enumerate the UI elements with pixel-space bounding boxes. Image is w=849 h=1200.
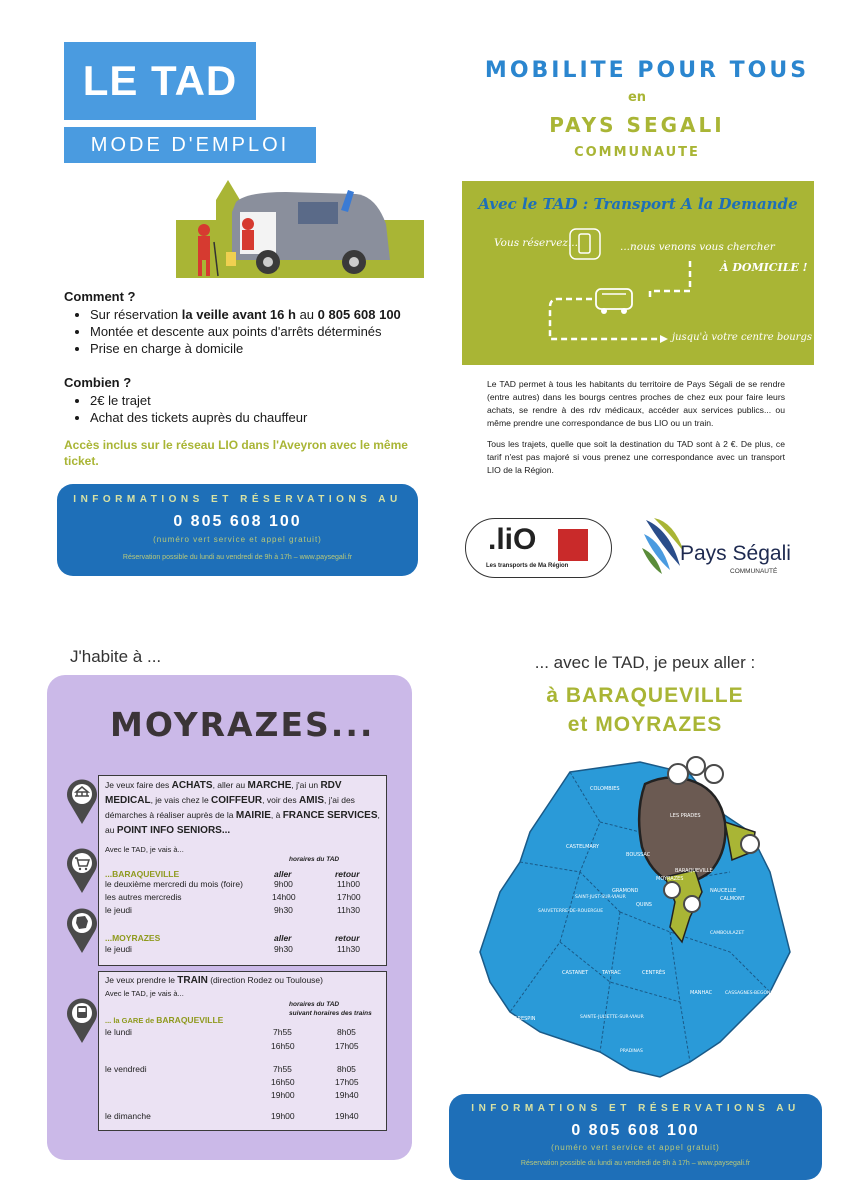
train-aller: 7h55 — [273, 1064, 292, 1074]
schedule-row-retour: 11h30 — [337, 905, 361, 915]
info-heading: INFORMATIONS ET RÉSERVATIONS AU — [73, 494, 402, 505]
map-label: GRAMOND — [612, 888, 639, 894]
combien-list — [70, 392, 450, 426]
map-label: MANHAC — [690, 990, 713, 996]
desc-paragraph: Le TAD permet à tous les habitants du territoire de Pays Ségali de se rendre (entre autres) dans les bourgs centres proches de chez eux pour faire leurs achats, se rendre à des rdv médicaux, accéder aux services publics... ou même prendre une correspondance de bus LIO ou un train. — [487, 379, 785, 428]
panel2-gare: ... la GARE de BARAQUEVILLE — [105, 1015, 224, 1025]
map-label: CENTRÈS — [642, 970, 666, 976]
map-label: CASTANET — [562, 970, 589, 976]
map-label: SAINT-JUST-SUR-VIAUR — [575, 895, 626, 900]
info-phone[interactable]: 0 805 608 100 — [571, 1122, 700, 1139]
mobilite-title: MOBILITE POUR TOUS — [484, 58, 810, 83]
destination-line: et MOYRAZES — [567, 713, 723, 736]
townhall-pin-icon — [65, 776, 99, 826]
schedule-panel-shopping — [98, 775, 387, 966]
map-label: COLOMBIES — [590, 786, 620, 792]
schedule-row-label: les autres mercredis — [105, 892, 182, 902]
combien-heading: Combien ? — [64, 375, 132, 390]
comment-item: • Sur réservation la veille avant 16 h au 0 805 608 100 — [90, 306, 450, 323]
aveyron-pin-icon — [65, 905, 99, 955]
territory-map — [470, 752, 800, 1087]
panel1-horaires: horaires du TAD — [289, 856, 340, 863]
schedule-row-retour: 11h30 — [337, 944, 361, 954]
panel1-dest1: ...BARAQUEVILLE — [105, 869, 180, 879]
train-retour: 19h40 — [335, 1090, 359, 1100]
schedule-row-aller: 9h30 — [274, 944, 293, 954]
combien-item: • Achat des tickets auprès du chauffeur — [90, 409, 450, 426]
communaute-label: COMMUNAUTE — [574, 145, 700, 160]
map-label: NAUCELLE — [710, 888, 737, 894]
combien-item: • 2€ le trajet — [90, 392, 450, 409]
panel1-aller-2: aller — [274, 933, 292, 943]
map-label: SAINTE-JULIETTE-SUR-VIAUR — [580, 1015, 644, 1020]
schedule-row-label: le jeudi — [105, 944, 132, 954]
train-aller: 16h50 — [271, 1041, 295, 1051]
schedule-row-aller: 9h00 — [274, 879, 293, 889]
moyrazes-title: MOYRAZES... — [110, 705, 375, 744]
tad-description — [487, 378, 785, 485]
info-heading: INFORMATIONS ET RÉSERVATIONS AU — [471, 1103, 800, 1114]
info-footer: Réservation possible du lundi au vendredi de 9h à 17h – www.paysegali.fr — [122, 554, 353, 561]
panel1-avec: Avec le TAD, je vais à... — [105, 845, 184, 854]
info-footer: Réservation possible du lundi au vendredi de 9h à 17h – www.paysegali.fr — [520, 1160, 751, 1167]
map-label: BARAQUEVILLE — [675, 868, 713, 874]
train-retour: 17h05 — [335, 1077, 359, 1087]
map-label: QUINS — [636, 902, 652, 908]
comment-item: • Prise en charge à domicile — [90, 340, 450, 357]
map-label: MOYRAZES — [656, 876, 684, 882]
tad-subtitle: MODE D'EMPLOI — [64, 127, 316, 163]
train-aller: 16h50 — [271, 1077, 295, 1087]
panel2-avec: Avec le TAD, je vais à... — [105, 989, 184, 998]
desc-paragraph: Tous les trajets, quelle que soit la destination du TAD sont à 2 €. De plus, ce tarif n'est pas majoré si vous prenez une correspondance avec un transport LIO de la Région. — [487, 439, 785, 475]
info-box-bottom — [449, 1094, 822, 1180]
map-label: CALMONT — [720, 896, 745, 902]
panel1-intro: Je veux faire des ACHATS, aller au MARCHE, j'ai un RDV MEDICAL, je vais chez le COIFFEUR, voir des AMIS, j'ai des démarches à réaliser auprès de la MAIRIE, à FRANCE SERVICES, au POINT INFO SENIORS... — [105, 780, 380, 836]
map-label: CASSAGNES-BEGONHES — [725, 991, 780, 996]
map-label: LES PRADES — [670, 813, 701, 819]
pays-segali-logo — [638, 514, 813, 584]
lio-logo — [465, 518, 612, 578]
panel1-retour: retour — [335, 869, 360, 879]
schedule-row-aller: 9h30 — [274, 905, 293, 915]
panel2-horaires: horaires du TAD suivant horaires des trains — [289, 1001, 372, 1017]
schedule-row-aller: 14h00 — [272, 892, 296, 902]
panel2-intro: Je veux prendre le TRAIN (direction Rodez ou Toulouse) — [105, 975, 323, 986]
train-aller: 7h55 — [273, 1027, 292, 1037]
tad-banner — [462, 181, 814, 365]
tad-title: LE TAD — [64, 42, 256, 120]
map-label: CAMBOULAZET — [710, 931, 745, 936]
train-aller: 19h00 — [271, 1111, 295, 1121]
banner-centre: jusqu'à votre centre bourgs — [672, 332, 812, 343]
info-phone[interactable]: 0 805 608 100 — [173, 513, 302, 530]
lio-name: .liO — [488, 523, 537, 556]
comment-heading: Comment ? — [64, 289, 136, 304]
info-note: (numéro vert service et appel gratuit) — [551, 1143, 720, 1152]
panel1-retour-2: retour — [335, 933, 360, 943]
map-label: CASTELMARY — [566, 844, 600, 850]
banner-venons: ...nous venons vous chercher — [620, 241, 775, 253]
train-retour: 17h05 — [335, 1041, 359, 1051]
peux-aller-label: ... avec le TAD, je peux aller : — [534, 653, 756, 672]
schedule-row-label: le deuxième mercredi du mois (foire) — [105, 879, 243, 889]
map-label: PRADINAS — [620, 1049, 643, 1054]
van-illustration — [176, 172, 424, 282]
train-pin-icon — [65, 995, 99, 1045]
train-retour: 8h05 — [337, 1064, 356, 1074]
pays-segali-title: PAYS SEGALI — [549, 113, 725, 137]
comment-item: • Montée et descente aux points d'arrêts déterminés — [90, 323, 450, 340]
cart-pin-icon — [65, 845, 99, 895]
train-day-label: le lundi — [105, 1027, 132, 1037]
segali-name: Pays Ségali — [680, 542, 791, 565]
schedule-row-retour: 17h00 — [337, 892, 361, 902]
en-label: en — [627, 90, 647, 105]
info-box-top — [57, 484, 418, 576]
map-label: SAUVETERRE-DE-ROUERGUE — [538, 909, 604, 914]
train-day-label: le vendredi — [105, 1064, 147, 1074]
banner-reservez: Vous réservez... — [494, 237, 578, 249]
map-label: CRESPIN — [514, 1016, 536, 1022]
train-aller: 19h00 — [271, 1090, 295, 1100]
comment-list — [70, 306, 450, 357]
panel1-aller: aller — [274, 869, 292, 879]
banner-title: Avec le TAD : Transport A la Demande — [478, 195, 798, 213]
region-emblem-icon — [558, 529, 588, 561]
map-label: BOUSSAC — [626, 852, 651, 858]
panel1-dest2: ...MOYRAZES — [105, 933, 161, 943]
habite-label: J'habite à ... — [70, 647, 162, 666]
map-label: TAYRAC — [602, 970, 621, 976]
schedule-row-label: le jeudi — [105, 905, 132, 915]
train-retour: 19h40 — [335, 1111, 359, 1121]
banner-domicile: À DOMICILE ! — [720, 261, 808, 274]
acces-note: Accès inclus sur le réseau LIO dans l'Aveyron avec le même ticket. — [64, 438, 408, 468]
train-day-label: le dimanche — [105, 1111, 151, 1121]
train-retour: 8h05 — [337, 1027, 356, 1037]
segali-sub: COMMUNAUTÉ — [730, 568, 778, 575]
destination-line: à BARAQUEVILLE — [546, 684, 744, 707]
destination-title — [470, 681, 820, 739]
schedule-row-retour: 11h00 — [337, 879, 361, 889]
info-note: (numéro vert service et appel gratuit) — [153, 535, 322, 544]
lio-tagline: Les transports de Ma Région — [486, 563, 569, 569]
schedule-panel-train — [98, 971, 387, 1131]
